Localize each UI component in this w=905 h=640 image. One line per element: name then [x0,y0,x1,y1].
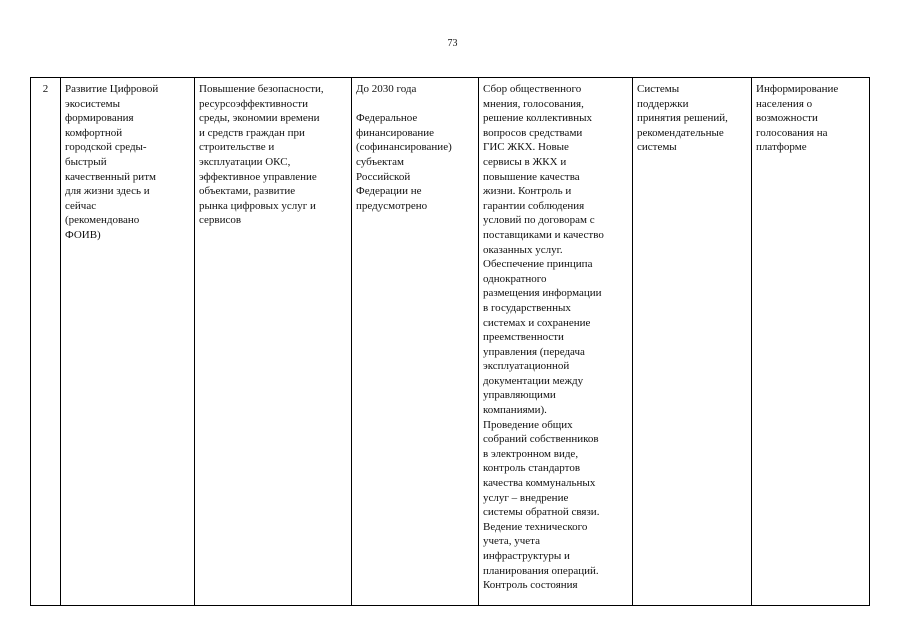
row-number-cell: 2 [31,78,61,606]
technologies-cell: Системы поддержки принятия решений, рекомендательные системы [633,78,752,606]
direction-name-cell: Развитие Цифровой экосистемы формирования комфортной городской среды- быстрый качественный ритм для жизни здесь и сейчас (рекомендовано ФОИВ) [61,78,195,606]
expected-effects-cell: Повышение безопасности, ресурсоэффективности среды, экономии времени и средств граждан при строительстве и эксплуатации ОКС, эффективное управление объектами, развитие рынка цифровых услуг и сервисов [195,78,352,606]
timeline-funding-cell: До 2030 года Федеральное финансирование (софинансирование) субъектам Российской Федерации не предусмотрено [352,78,479,606]
page-number: 73 [447,38,458,49]
notes-cell: Информирование населения о возможности голосования на платформе [752,78,870,606]
description-cell: Сбор общественного мнения, голосования, решение коллективных вопросов средствами ГИС ЖКХ. Новые сервисы в ЖКХ и повышение качества жизни. Контроль и гарантии соблюдения условий по договорам с поставщиками и качество оказанных услуг. Обеспечение принципа однократного размещения информации в государственных системах и сохранение преемственности управления (передача эксплуатационной документации между управляющими компаниями). Проведение общих собраний собственников в электронном виде, контроль стандартов качества коммунальных услуг – внедрение системы обратной связи. Ведение технического учета, учета инфраструктуры и планирования операций. Контроль состояния [479,78,633,606]
data-table [30,77,870,606]
table-row [31,78,870,606]
